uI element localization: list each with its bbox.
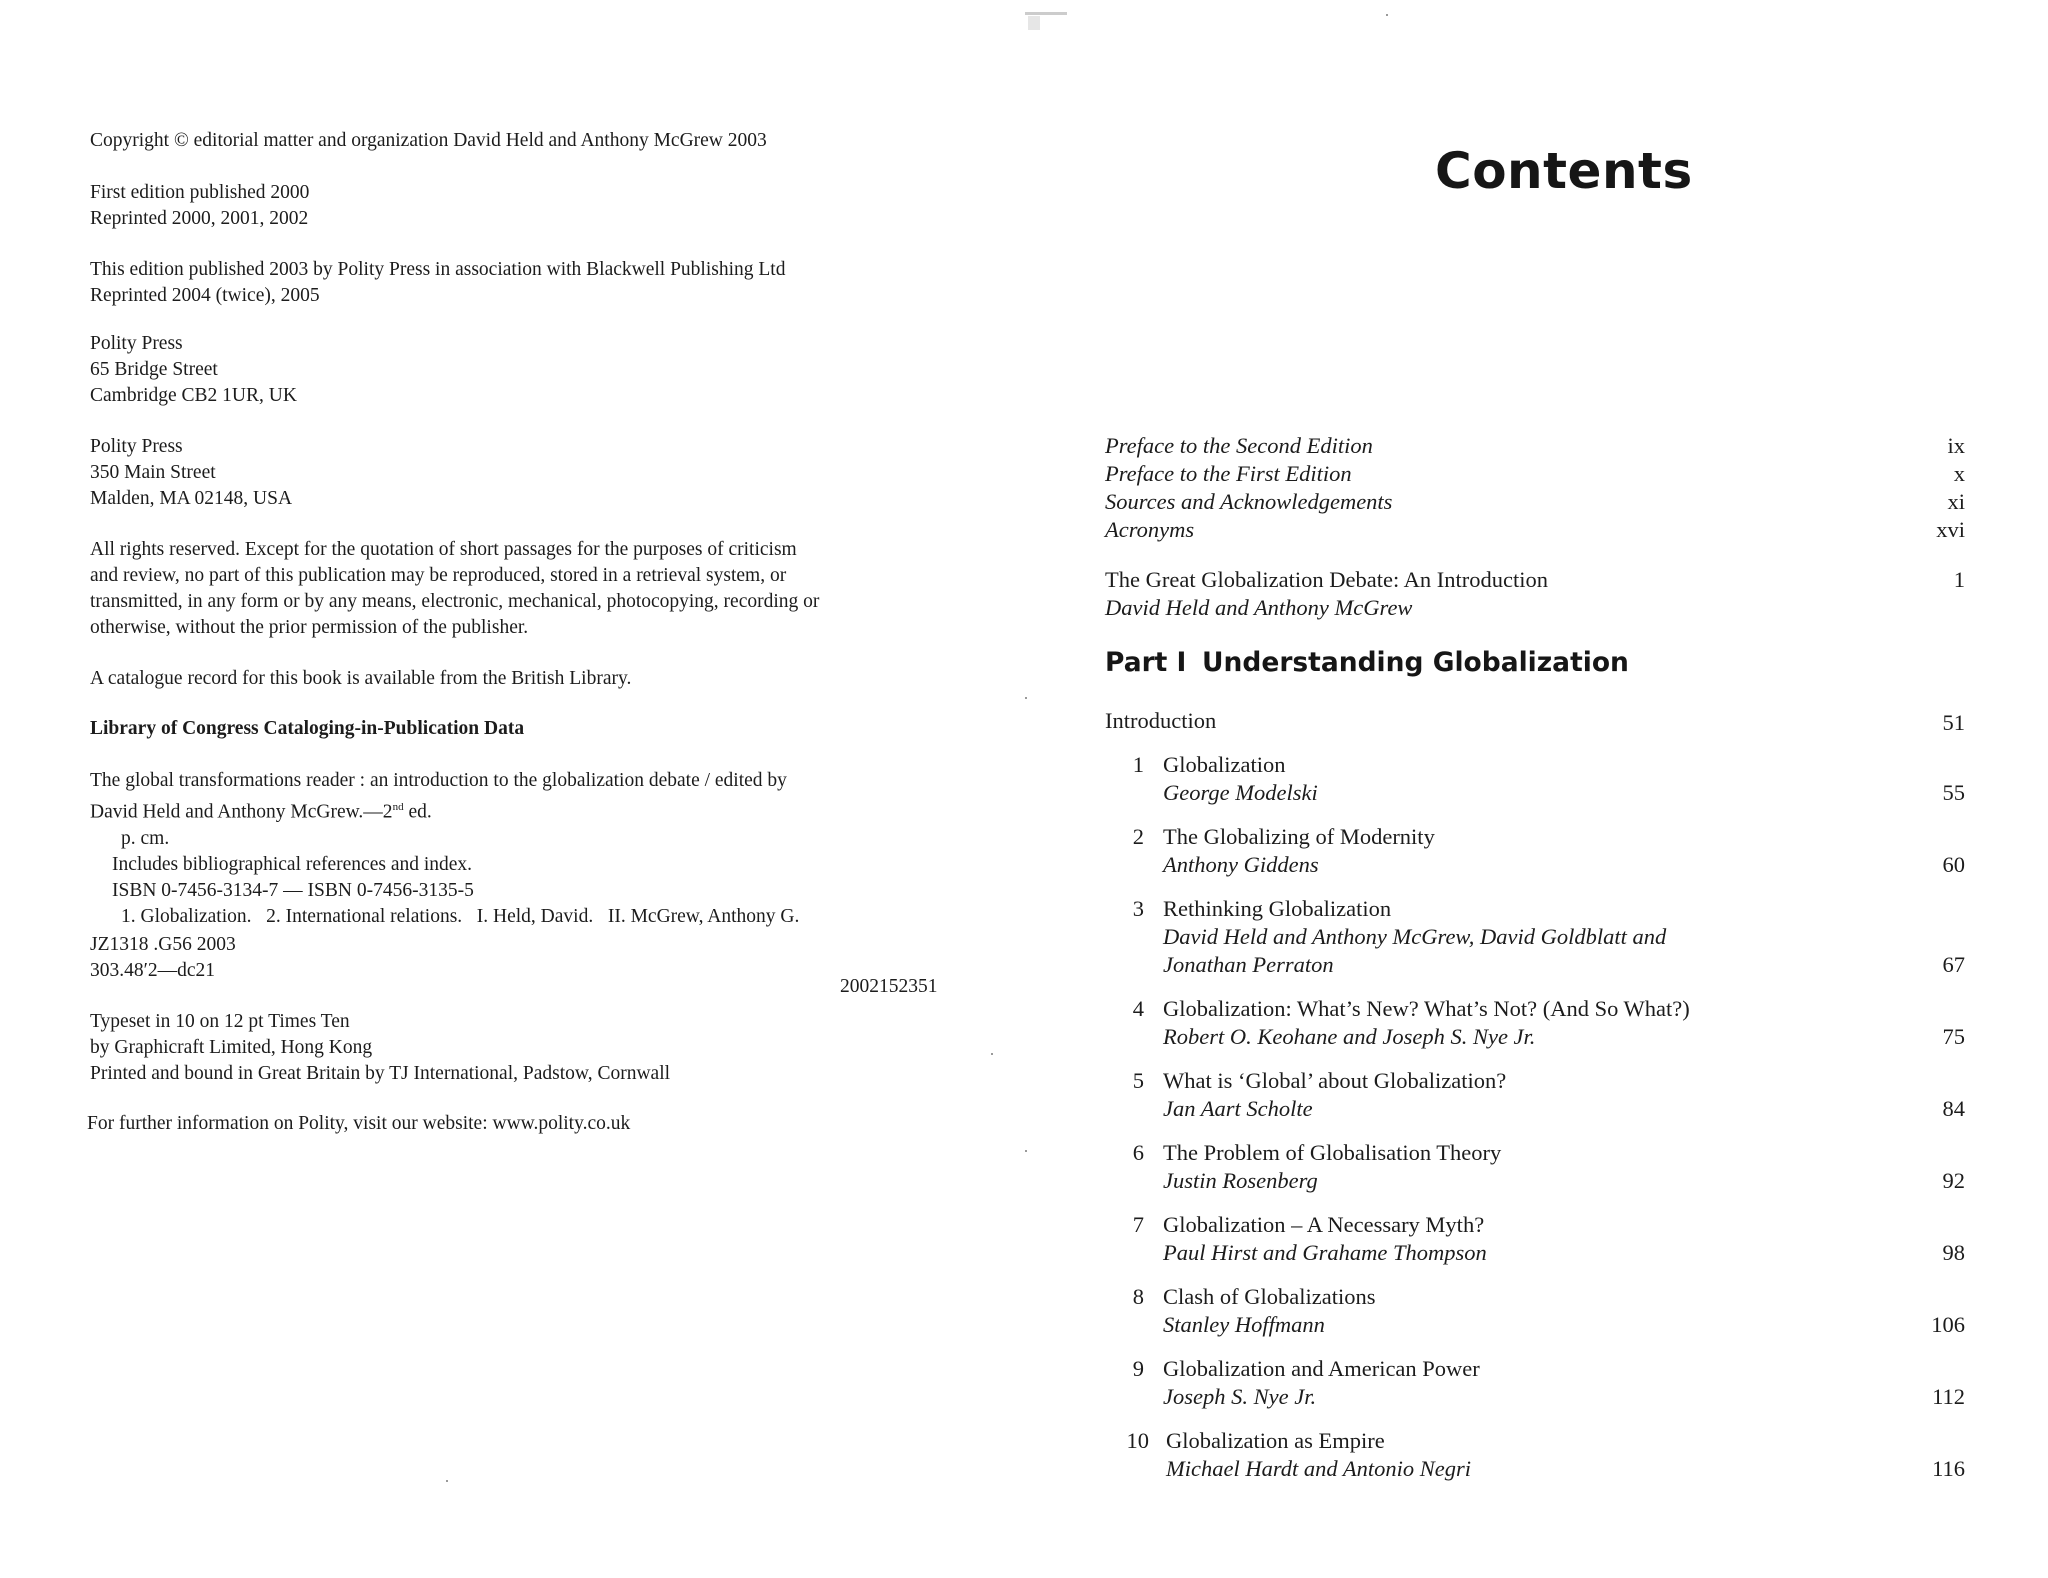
toc-entry-author: David Held and Anthony McGrew xyxy=(1105,595,1413,620)
cip-title-line: The global transformations reader : an introduction to the globalization debate / edited by xyxy=(90,770,787,791)
address-line: Polity Press xyxy=(90,333,183,354)
chapter-number: 6 xyxy=(1132,1140,1144,1165)
chapter-author: Paul Hirst and Grahame Thompson xyxy=(1163,1240,1487,1265)
toc-page-number: 92 xyxy=(1942,1168,1965,1193)
toc-front-entry[interactable] xyxy=(1105,460,1965,488)
chapter-author: Justin Rosenberg xyxy=(1163,1168,1318,1193)
rights-line: transmitted, in any form or by any means, electronic, mechanical, photocopying, recording or xyxy=(90,591,820,612)
website-text: For further information on Polity, visit our website: www.polity.co.uk xyxy=(87,1113,631,1134)
cip-title-text: David Held and Anthony McGrew.—2 xyxy=(90,801,393,823)
this-edition-block xyxy=(90,257,970,309)
chapter-author: Michael Hardt and Antonio Negri xyxy=(1166,1456,1471,1481)
toc-page-number: 116 xyxy=(1932,1456,1965,1481)
chapter-title: The Problem of Globalisation Theory xyxy=(1163,1140,1502,1165)
page-title: Contents xyxy=(1435,142,1693,200)
part-number: Part I xyxy=(1105,647,1187,678)
toc-chapter-entry[interactable] xyxy=(1105,995,1965,1051)
toc-chapter-entry[interactable] xyxy=(1105,1067,1965,1123)
rights-statement xyxy=(90,537,970,641)
edition-history xyxy=(90,180,970,232)
toc-chapter-entry[interactable] xyxy=(1105,1211,1965,1267)
cip-edition-end: ed. xyxy=(403,801,432,823)
rights-line: All rights reserved. Except for the quotation of short passages for the purposes of criticism xyxy=(90,539,797,560)
scan-speck xyxy=(1386,14,1388,16)
chapter-number: 1 xyxy=(1132,752,1144,777)
toc-page-number: 60 xyxy=(1942,852,1965,877)
part-title: Understanding Globalization xyxy=(1202,647,1629,678)
toc-entry-title: Acronyms xyxy=(1105,517,1195,542)
chapter-title: Globalization as Empire xyxy=(1166,1428,1385,1453)
typeset-line: Typeset in 10 on 12 pt Times Ten xyxy=(90,1011,350,1032)
loc-heading: Library of Congress Cataloging-in-Publication Data xyxy=(90,718,525,739)
toc-front-entry[interactable] xyxy=(1105,432,1965,460)
toc-page-number: 106 xyxy=(1931,1312,1965,1337)
us-address xyxy=(90,434,970,512)
address-line: 350 Main Street xyxy=(90,462,216,483)
toc-page-number: 67 xyxy=(1942,952,1965,977)
chapter-number: 3 xyxy=(1132,896,1144,921)
toc-page-number: 55 xyxy=(1942,780,1965,805)
classification xyxy=(90,932,970,984)
scan-speck xyxy=(446,1480,448,1482)
address-line: Cambridge CB2 1UR, UK xyxy=(90,385,297,406)
typeset-line: Printed and bound in Great Britain by TJ International, Padstow, Cornwall xyxy=(90,1063,671,1084)
typeset-info xyxy=(90,1009,970,1087)
chapter-number: 7 xyxy=(1132,1212,1144,1237)
toc-page-number: 84 xyxy=(1942,1096,1965,1121)
toc-page-number: 98 xyxy=(1942,1240,1965,1265)
toc-entry-title: Introduction xyxy=(1105,708,1217,733)
toc-chapter-entry[interactable] xyxy=(1105,895,1965,979)
uk-address xyxy=(90,331,970,409)
toc-page-number: xvi xyxy=(1936,517,1965,542)
address-line: Polity Press xyxy=(90,436,183,457)
toc-chapter-entry[interactable] xyxy=(1105,1355,1965,1411)
reprinted-text: Reprinted 2000, 2001, 2002 xyxy=(90,208,309,229)
catalogue-note xyxy=(90,666,970,692)
chapter-author: Robert O. Keohane and Joseph S. Nye Jr. xyxy=(1163,1024,1536,1049)
cip-edition-sup: nd xyxy=(392,801,404,813)
chapter-number: 9 xyxy=(1132,1356,1144,1381)
toc-page-number: 51 xyxy=(1942,710,1965,735)
typeset-line: by Graphicraft Limited, Hong Kong xyxy=(90,1037,373,1058)
chapter-author: Jonathan Perraton xyxy=(1163,952,1334,977)
scan-speck xyxy=(991,1053,993,1055)
chapter-author: Jan Aart Scholte xyxy=(1163,1096,1313,1121)
toc-entry-title: The Great Globalization Debate: An Introduction xyxy=(1105,567,1548,592)
catalogue-text: A catalogue record for this book is available from the British Library. xyxy=(90,668,632,689)
chapter-author: Anthony Giddens xyxy=(1163,852,1319,877)
reprinted-2-text: Reprinted 2004 (twice), 2005 xyxy=(90,285,320,306)
chapter-title: Clash of Globalizations xyxy=(1163,1284,1376,1309)
chapter-number: 4 xyxy=(1132,996,1144,1021)
toc-intro-entry[interactable] xyxy=(1105,566,1965,622)
chapter-title: Globalization xyxy=(1163,752,1286,777)
chapter-author: George Modelski xyxy=(1163,780,1318,805)
rights-line: otherwise, without the prior permission of the publisher. xyxy=(90,617,529,638)
chapter-title: Globalization: What’s New? What’s Not? (And So What?) xyxy=(1163,996,1690,1021)
first-edition-text: First edition published 2000 xyxy=(90,182,310,203)
chapter-author: Joseph S. Nye Jr. xyxy=(1163,1384,1317,1409)
chapter-title: The Globalizing of Modernity xyxy=(1163,824,1435,849)
copyright-line xyxy=(90,128,970,154)
front-matter-list xyxy=(1105,432,1965,544)
copyright-text: Copyright © editorial matter and organization David Held and Anthony McGrew 2003 xyxy=(90,130,767,151)
toc-chapter-entry[interactable] xyxy=(1105,823,1965,879)
chapter-title: Rethinking Globalization xyxy=(1163,896,1392,921)
chapter-title: What is ‘Global’ about Globalization? xyxy=(1163,1068,1507,1093)
toc-page-number: xi xyxy=(1947,489,1965,514)
part-heading xyxy=(1105,647,1629,678)
chapter-number: 5 xyxy=(1132,1068,1144,1093)
this-edition-text: This edition published 2003 by Polity Press in association with Blackwell Publishing Ltd xyxy=(90,259,786,280)
toc-entry-title: Preface to the First Edition xyxy=(1105,461,1352,486)
cip-subjects: 1. Globalization. 2. International relations. I. Held, David. II. McGrew, Anthony G. xyxy=(121,905,800,927)
rights-line: and review, no part of this publication may be reproduced, stored in a retrieval system, or xyxy=(90,565,787,586)
lccn-number: 2002152351 xyxy=(840,976,938,997)
toc-entry-title: Sources and Acknowledgements xyxy=(1105,489,1393,514)
cip-data xyxy=(90,768,970,930)
address-line: 65 Bridge Street xyxy=(90,359,218,380)
copyright-page xyxy=(0,0,1020,1578)
chapter-title: Globalization and American Power xyxy=(1163,1356,1480,1381)
chapter-number: 2 xyxy=(1132,824,1144,849)
toc-front-entry[interactable] xyxy=(1105,516,1965,544)
address-line: Malden, MA 02148, USA xyxy=(90,488,293,509)
toc-page-number: ix xyxy=(1947,433,1965,458)
toc-page-number: 112 xyxy=(1932,1384,1965,1409)
classification-line: JZ1318 .G56 2003 xyxy=(90,934,236,955)
toc-front-entry[interactable] xyxy=(1105,488,1965,516)
cip-includes: Includes bibliographical references and index. xyxy=(112,853,473,875)
toc-chapter-entry[interactable] xyxy=(1105,1139,1965,1195)
chapter-author: Stanley Hoffmann xyxy=(1163,1312,1325,1337)
toc-page-number: 75 xyxy=(1942,1024,1965,1049)
toc-page-number: 1 xyxy=(1953,567,1965,592)
toc-page-number: x xyxy=(1953,461,1965,486)
toc-part-intro-entry[interactable] xyxy=(1105,707,1965,737)
toc-chapter-entry[interactable] xyxy=(1105,1283,1965,1339)
website-note xyxy=(87,1111,967,1137)
chapter-author: David Held and Anthony McGrew, David Goldblatt and xyxy=(1163,924,1667,949)
cip-pcm: p. cm. xyxy=(121,827,170,849)
toc-chapter-entry[interactable] xyxy=(1105,751,1965,807)
classification-line: 303.48′2—dc21 xyxy=(90,960,216,981)
loc-heading-block xyxy=(90,716,970,742)
toc-entry-title: Preface to the Second Edition xyxy=(1105,433,1373,458)
cip-title-line xyxy=(90,794,970,826)
chapter-number: 8 xyxy=(1132,1284,1144,1309)
toc-chapter-entry[interactable] xyxy=(1105,1427,1965,1483)
chapter-title: Globalization – A Necessary Myth? xyxy=(1163,1212,1485,1237)
chapter-number: 10 xyxy=(1126,1428,1149,1453)
cip-isbn: ISBN 0-7456-3134-7 — ISBN 0-7456-3135-5 xyxy=(112,879,474,901)
